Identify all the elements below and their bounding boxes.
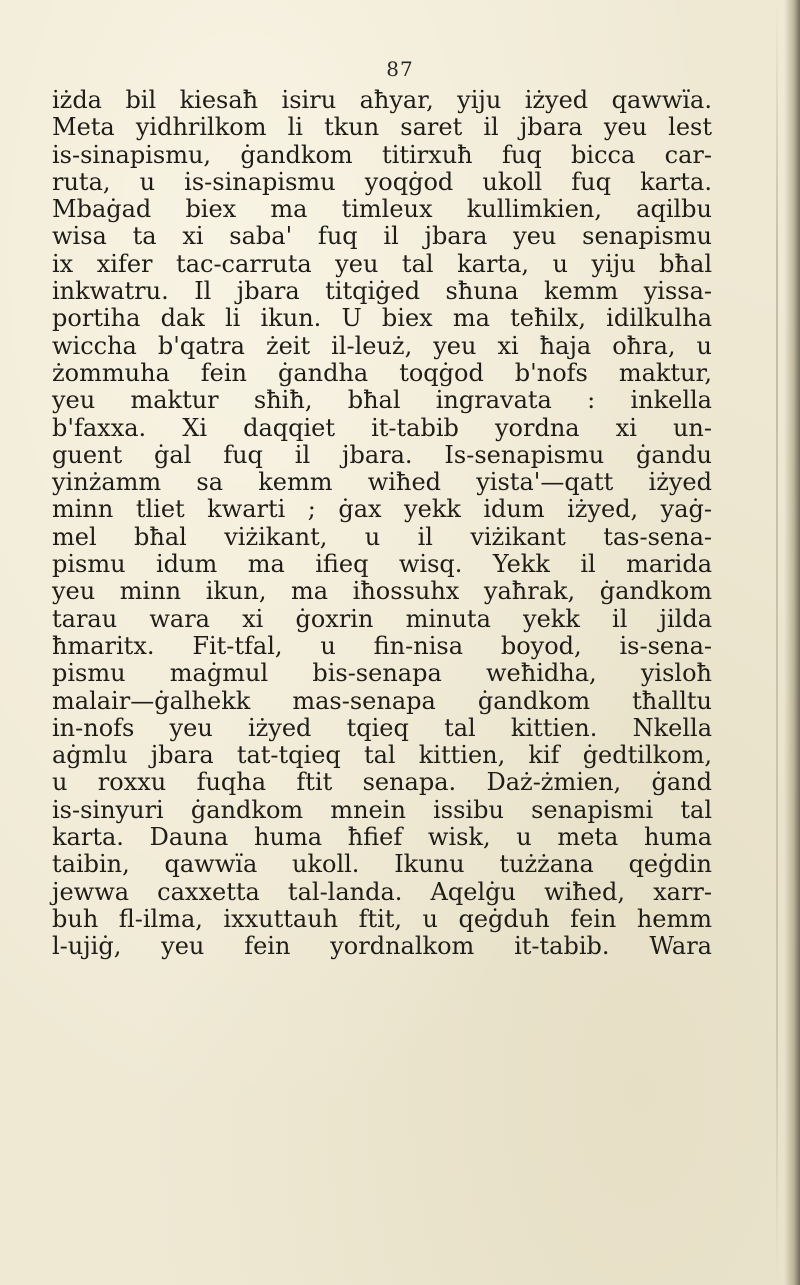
text-line: tarau wara xi ġoxrin minuta yekk il jilda [52,604,712,633]
text-line: wisa ta xi saba' fuq il jbara yeu senapismu [52,222,712,251]
text-line: buh fl-ilma, ixxuttauh ftit, u qeġduh fein hemm [52,904,712,933]
page-edge-shadow [784,0,800,1285]
text-line: ix xifer tac-carruta yeu tal karta, u yiju bħal [52,249,712,278]
text-line: iżda bil kiesaħ isiru aħyar, yiju iżyed qawwïa. [52,86,712,114]
text-line: mel bħal viżikant, u il viżikant tas-sena- [52,522,712,551]
text-line: b'faxxa. Xi daqqiet it-tabib yordna xi un- [52,413,712,442]
page-fold-line [776,0,778,1285]
body-text [52,87,712,961]
text-line: minn tliet kwarti ; ġax yekk idum iżyed, yaġ- [52,495,712,524]
text-line: portiha dak li ikun. U biex ma teħilx, idilkulha [52,304,712,333]
text-line: pismu maġmul bis-senapa weħidha, yisloħ [52,659,712,688]
text-line: l-ujiġ, yeu fein yordnalkom it-tabib. Wara [52,932,712,961]
text-line: Meta yidhrilkom li tkun saret il jbara yeu lest [52,113,712,142]
page-number: 87 [386,57,414,81]
text-line: taibin, qawwïa ukoll. Ikunu tużżana qeġdin [52,850,712,879]
text-line: aġmlu jbara tat-tqieq tal kittien, kif ġedtilkom, [52,741,712,770]
text-line: ħmaritx. Fit-tfal, u fin-nisa boyod, is-sena- [52,631,712,660]
text-line: jewwa caxxetta tal-landa. Aqelġu wiħed, xarr- [52,877,712,906]
text-line: wiccha b'qatra żeit il-leuż, yeu xi ħaja oħra, u [52,331,712,360]
text-line: pismu idum ma ifieq wisq. Yekk il marida [52,550,712,579]
text-line: żommuha fein ġandha toqġod b'nofs maktur, [52,358,712,387]
text-line: yeu minn ikun, ma iħossuhx yaħrak, ġandkom [52,577,712,606]
text-line: ruta, u is-sinapismu yoqġod ukoll fuq karta. [52,167,712,196]
text-line: yeu maktur sħiħ, bħal ingravata : inkella [52,386,712,415]
text-line: malair—ġalhekk mas-senapa ġandkom tħalltu [52,686,712,715]
text-line: inkwatru. Il jbara titqiġed sħuna kemm yissa- [52,277,712,306]
text-line: guent ġal fuq il jbara. Is-senapismu ġandu [52,440,712,469]
text-line: is-sinapismu, ġandkom titirxuħ fuq bicca car- [52,140,712,169]
text-line: is-sinyuri ġandkom mnein issibu senapismi tal [52,795,712,824]
text-line: yinżamm sa kemm wiħed yista'—qatt iżyed [52,468,712,497]
text-line: Mbaġad biex ma timleux kullimkien, aqilbu [52,195,712,224]
text-line: u roxxu fuqha ftit senapa. Daż-żmien, ġand [52,768,712,797]
text-line: in-nofs yeu iżyed tqieq tal kittien. Nkella [52,713,712,742]
text-line: karta. Dauna huma ħfief wisk, u meta huma [52,823,712,852]
